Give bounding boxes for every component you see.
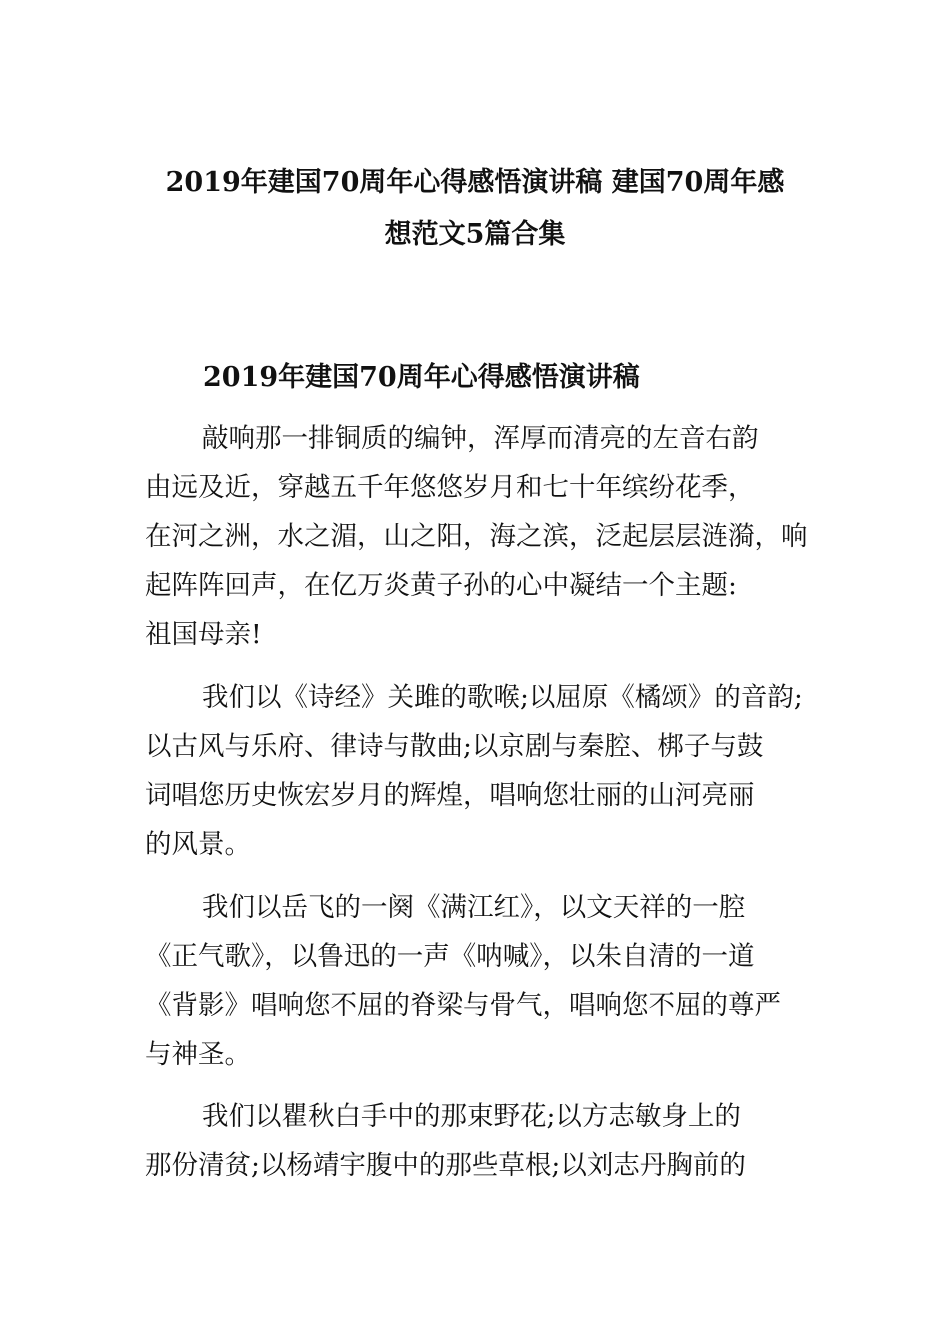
paragraph-line: 的风景。	[145, 829, 251, 860]
paragraph-line: 那份清贫;以杨靖宇腹中的那些草根;以刘志丹胸前的	[145, 1150, 746, 1181]
paragraph-line: 与神圣。	[145, 1039, 251, 1070]
paragraph-line: 祖国母亲!	[145, 619, 262, 650]
paragraph-line: 我们以瞿秋白手中的那束野花;以方志敏身上的	[202, 1101, 741, 1132]
paragraph-line: 词唱您历史恢宏岁月的辉煌，唱响您壮丽的山河亮丽	[145, 780, 755, 811]
document-title-line: 想范文5篇合集	[384, 219, 566, 250]
paragraph-line: 《正气歌》，以鲁迅的一声《呐喊》，以朱自清的一道	[145, 941, 755, 972]
paragraph-line: 由远及近，穿越五千年悠悠岁月和七十年缤纷花季，	[145, 472, 755, 503]
section-heading: 2019年建国70周年心得感悟演讲稿	[203, 362, 640, 393]
paragraph-line: 我们以岳飞的一阕《满江红》，以文天祥的一腔	[202, 892, 746, 923]
paragraph	[145, 673, 825, 869]
paragraph-line: 起阵阵回声，在亿万炎黄子孙的心中凝结一个主题:	[145, 570, 737, 601]
paragraph-line: 我们以《诗经》关雎的歌喉;以屈原《橘颂》的音韵;	[202, 682, 803, 713]
paragraph	[145, 414, 825, 659]
paragraph-line: 《背影》唱响您不屈的脊梁与骨气，唱响您不屈的尊严	[145, 990, 781, 1021]
document-title	[120, 157, 830, 261]
paragraph	[145, 1092, 825, 1190]
paragraph-line: 敲响那一排铜质的编钟，浑厚而清亮的左音右韵	[202, 423, 759, 454]
paragraph	[145, 883, 825, 1079]
paragraph-line: 在河之洲，水之湄，山之阳，海之滨，泛起层层涟漪，响	[145, 521, 808, 552]
document-title-line: 2019年建国70周年心得感悟演讲稿 建国70周年感	[165, 167, 785, 198]
paragraph-line: 以古风与乐府、律诗与散曲;以京剧与秦腔、梆子与鼓	[145, 731, 764, 762]
